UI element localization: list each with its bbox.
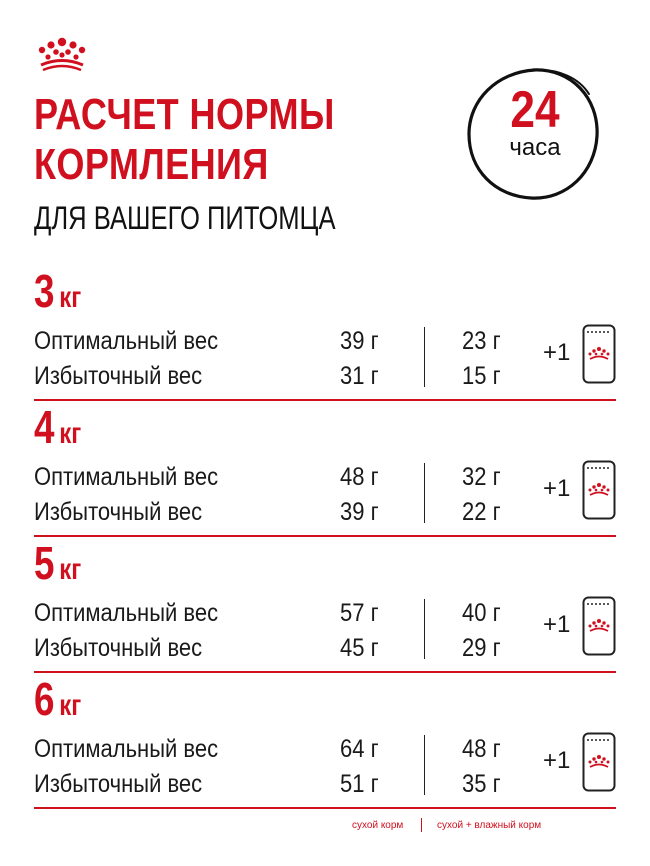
weight-unit: кг — [59, 281, 82, 314]
badge-unit: часа — [509, 134, 561, 161]
row-label-optimal: Оптимальный вес — [34, 327, 219, 355]
weight-section-4kg — [0, 401, 650, 540]
pouch-icon — [582, 324, 616, 384]
title-line-2: КОРМЛЕНИЯ — [34, 140, 269, 189]
crown-icon — [34, 36, 90, 74]
section-divider — [34, 535, 616, 537]
badge-number: 24 — [510, 81, 560, 139]
section-divider — [34, 807, 616, 809]
row-label-overweight: Избыточный вес — [34, 634, 203, 662]
row-label-optimal: Оптимальный вес — [34, 599, 219, 627]
legend-wet: сухой + влажный корм — [437, 820, 542, 831]
dry-value: 31 г — [340, 362, 379, 390]
plus-one-label: +1 — [543, 475, 571, 502]
row-label-optimal: Оптимальный вес — [34, 463, 219, 491]
weight-heading — [34, 673, 82, 725]
title-line-1: РАСЧЕТ НОРМЫ — [34, 90, 335, 139]
dry-value: 45 г — [340, 634, 379, 662]
wet-value: 29 г — [462, 634, 501, 662]
plus-one-label: +1 — [543, 611, 571, 638]
weight-unit: кг — [59, 417, 82, 450]
row-label-overweight: Избыточный вес — [34, 362, 203, 390]
dry-value: 57 г — [340, 599, 379, 627]
pouch-icon — [582, 596, 616, 656]
weight-unit: кг — [59, 689, 82, 722]
wet-value: 23 г — [462, 327, 501, 355]
wet-value: 15 г — [462, 362, 501, 390]
weight-section-5kg — [0, 537, 650, 676]
weight-value: 4 — [34, 401, 55, 453]
column-divider — [424, 735, 425, 795]
column-divider — [424, 599, 425, 659]
row-label-optimal: Оптимальный вес — [34, 735, 219, 763]
dry-value: 48 г — [340, 463, 379, 491]
plus-one-label: +1 — [543, 747, 571, 774]
weight-section-6kg — [0, 673, 650, 812]
section-divider — [34, 399, 616, 401]
wet-value: 32 г — [462, 463, 501, 491]
weight-heading — [34, 401, 82, 453]
weight-heading — [34, 265, 82, 317]
row-label-overweight: Избыточный вес — [34, 498, 203, 526]
plus-one-label: +1 — [543, 339, 571, 366]
legend-dry: сухой корм — [352, 820, 404, 831]
wet-value: 40 г — [462, 599, 501, 627]
wet-value: 35 г — [462, 770, 501, 798]
dry-value: 64 г — [340, 735, 379, 763]
wet-value: 22 г — [462, 498, 501, 526]
pouch-icon — [582, 732, 616, 792]
page-subtitle: ДЛЯ ВАШЕГО ПИТОМЦА — [34, 200, 336, 236]
dry-value: 51 г — [340, 770, 379, 798]
weight-value: 5 — [34, 537, 55, 589]
column-divider — [424, 327, 425, 387]
section-divider — [34, 671, 616, 673]
dry-value: 39 г — [340, 327, 379, 355]
wet-value: 48 г — [462, 735, 501, 763]
pouch-icon — [582, 460, 616, 520]
weight-value: 3 — [34, 265, 55, 317]
dry-value: 39 г — [340, 498, 379, 526]
column-divider — [424, 463, 425, 523]
legend-separator — [421, 818, 422, 832]
row-label-overweight: Избыточный вес — [34, 770, 203, 798]
weight-heading — [34, 537, 82, 589]
weight-section-3kg — [0, 265, 650, 404]
weight-value: 6 — [34, 673, 55, 725]
page-title — [34, 90, 335, 190]
weight-unit: кг — [59, 553, 82, 586]
